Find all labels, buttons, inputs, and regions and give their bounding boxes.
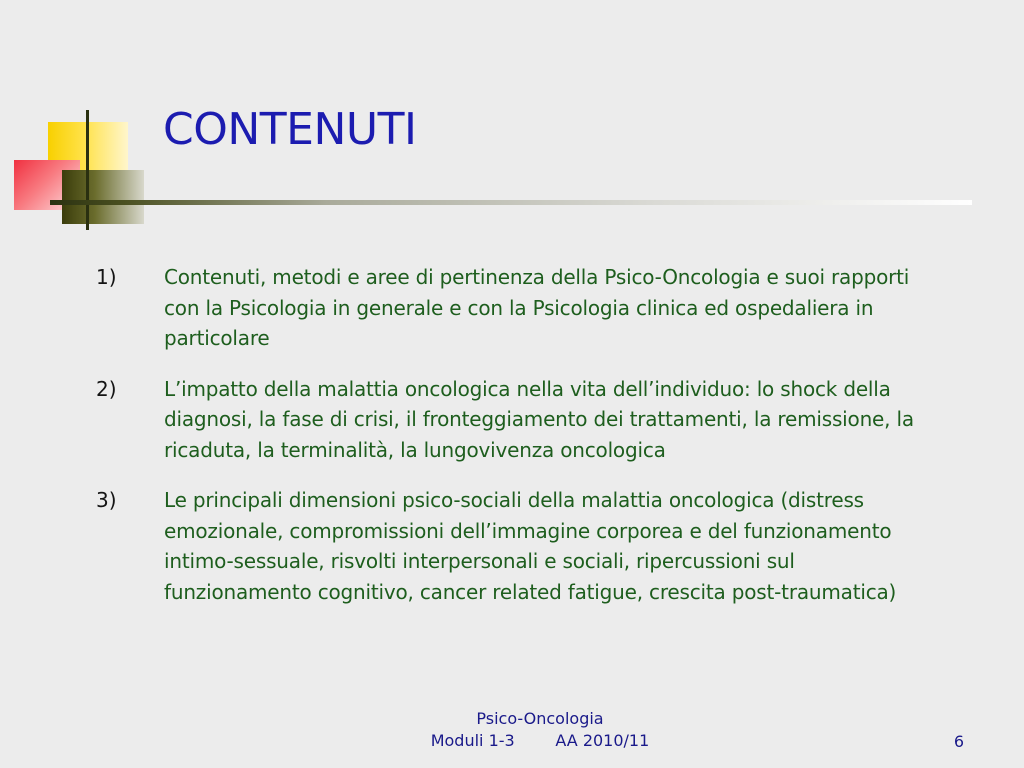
list-item-text: Contenuti, metodi e aree di pertinenza della Psico-Oncologia e suoi rapporti con la Psicologia in generale e con la Psicologia clinica ed ospedaliera in particolare bbox=[164, 265, 910, 350]
list-item-number: 1) bbox=[96, 265, 117, 289]
list-item-number: 2) bbox=[96, 376, 117, 401]
list-item-text: L’impatto della malattia oncologica nella vita dell’individuo: lo shock della diagnosi, la fase di crisi, il fronteggiamento dei trattamenti, la remissione, la ricaduta, la terminalità, la lungovivenza oncologica bbox=[164, 376, 914, 462]
vertical-line-decoration bbox=[86, 110, 89, 230]
footer-course-title: Psico-Oncologia bbox=[476, 709, 604, 728]
olive-square-decoration bbox=[62, 170, 144, 224]
footer-modules: Moduli 1-3 bbox=[430, 731, 515, 750]
content-list bbox=[96, 262, 936, 627]
list-item bbox=[96, 374, 936, 466]
page-number: 6 bbox=[953, 732, 964, 751]
footer-details bbox=[380, 730, 700, 752]
footer-academic-year: AA 2010/11 bbox=[555, 731, 650, 750]
list-item bbox=[96, 262, 936, 354]
list-item-number: 3) bbox=[96, 488, 117, 512]
list-item bbox=[96, 485, 936, 607]
list-item-text: Le principali dimensioni psico-sociali della malattia oncologica (distress emozionale, compromissioni dell’immagine corporea e del funzionamento intimo-sessuale, risvolti interpersonali e sociali, ripercussioni sul funzionamento cognitivo, cancer related fatigue, crescita post-traumatica) bbox=[164, 488, 897, 604]
footer bbox=[380, 708, 700, 752]
slide-title: CONTENUTI bbox=[163, 104, 417, 155]
title-underline-divider bbox=[50, 200, 972, 205]
